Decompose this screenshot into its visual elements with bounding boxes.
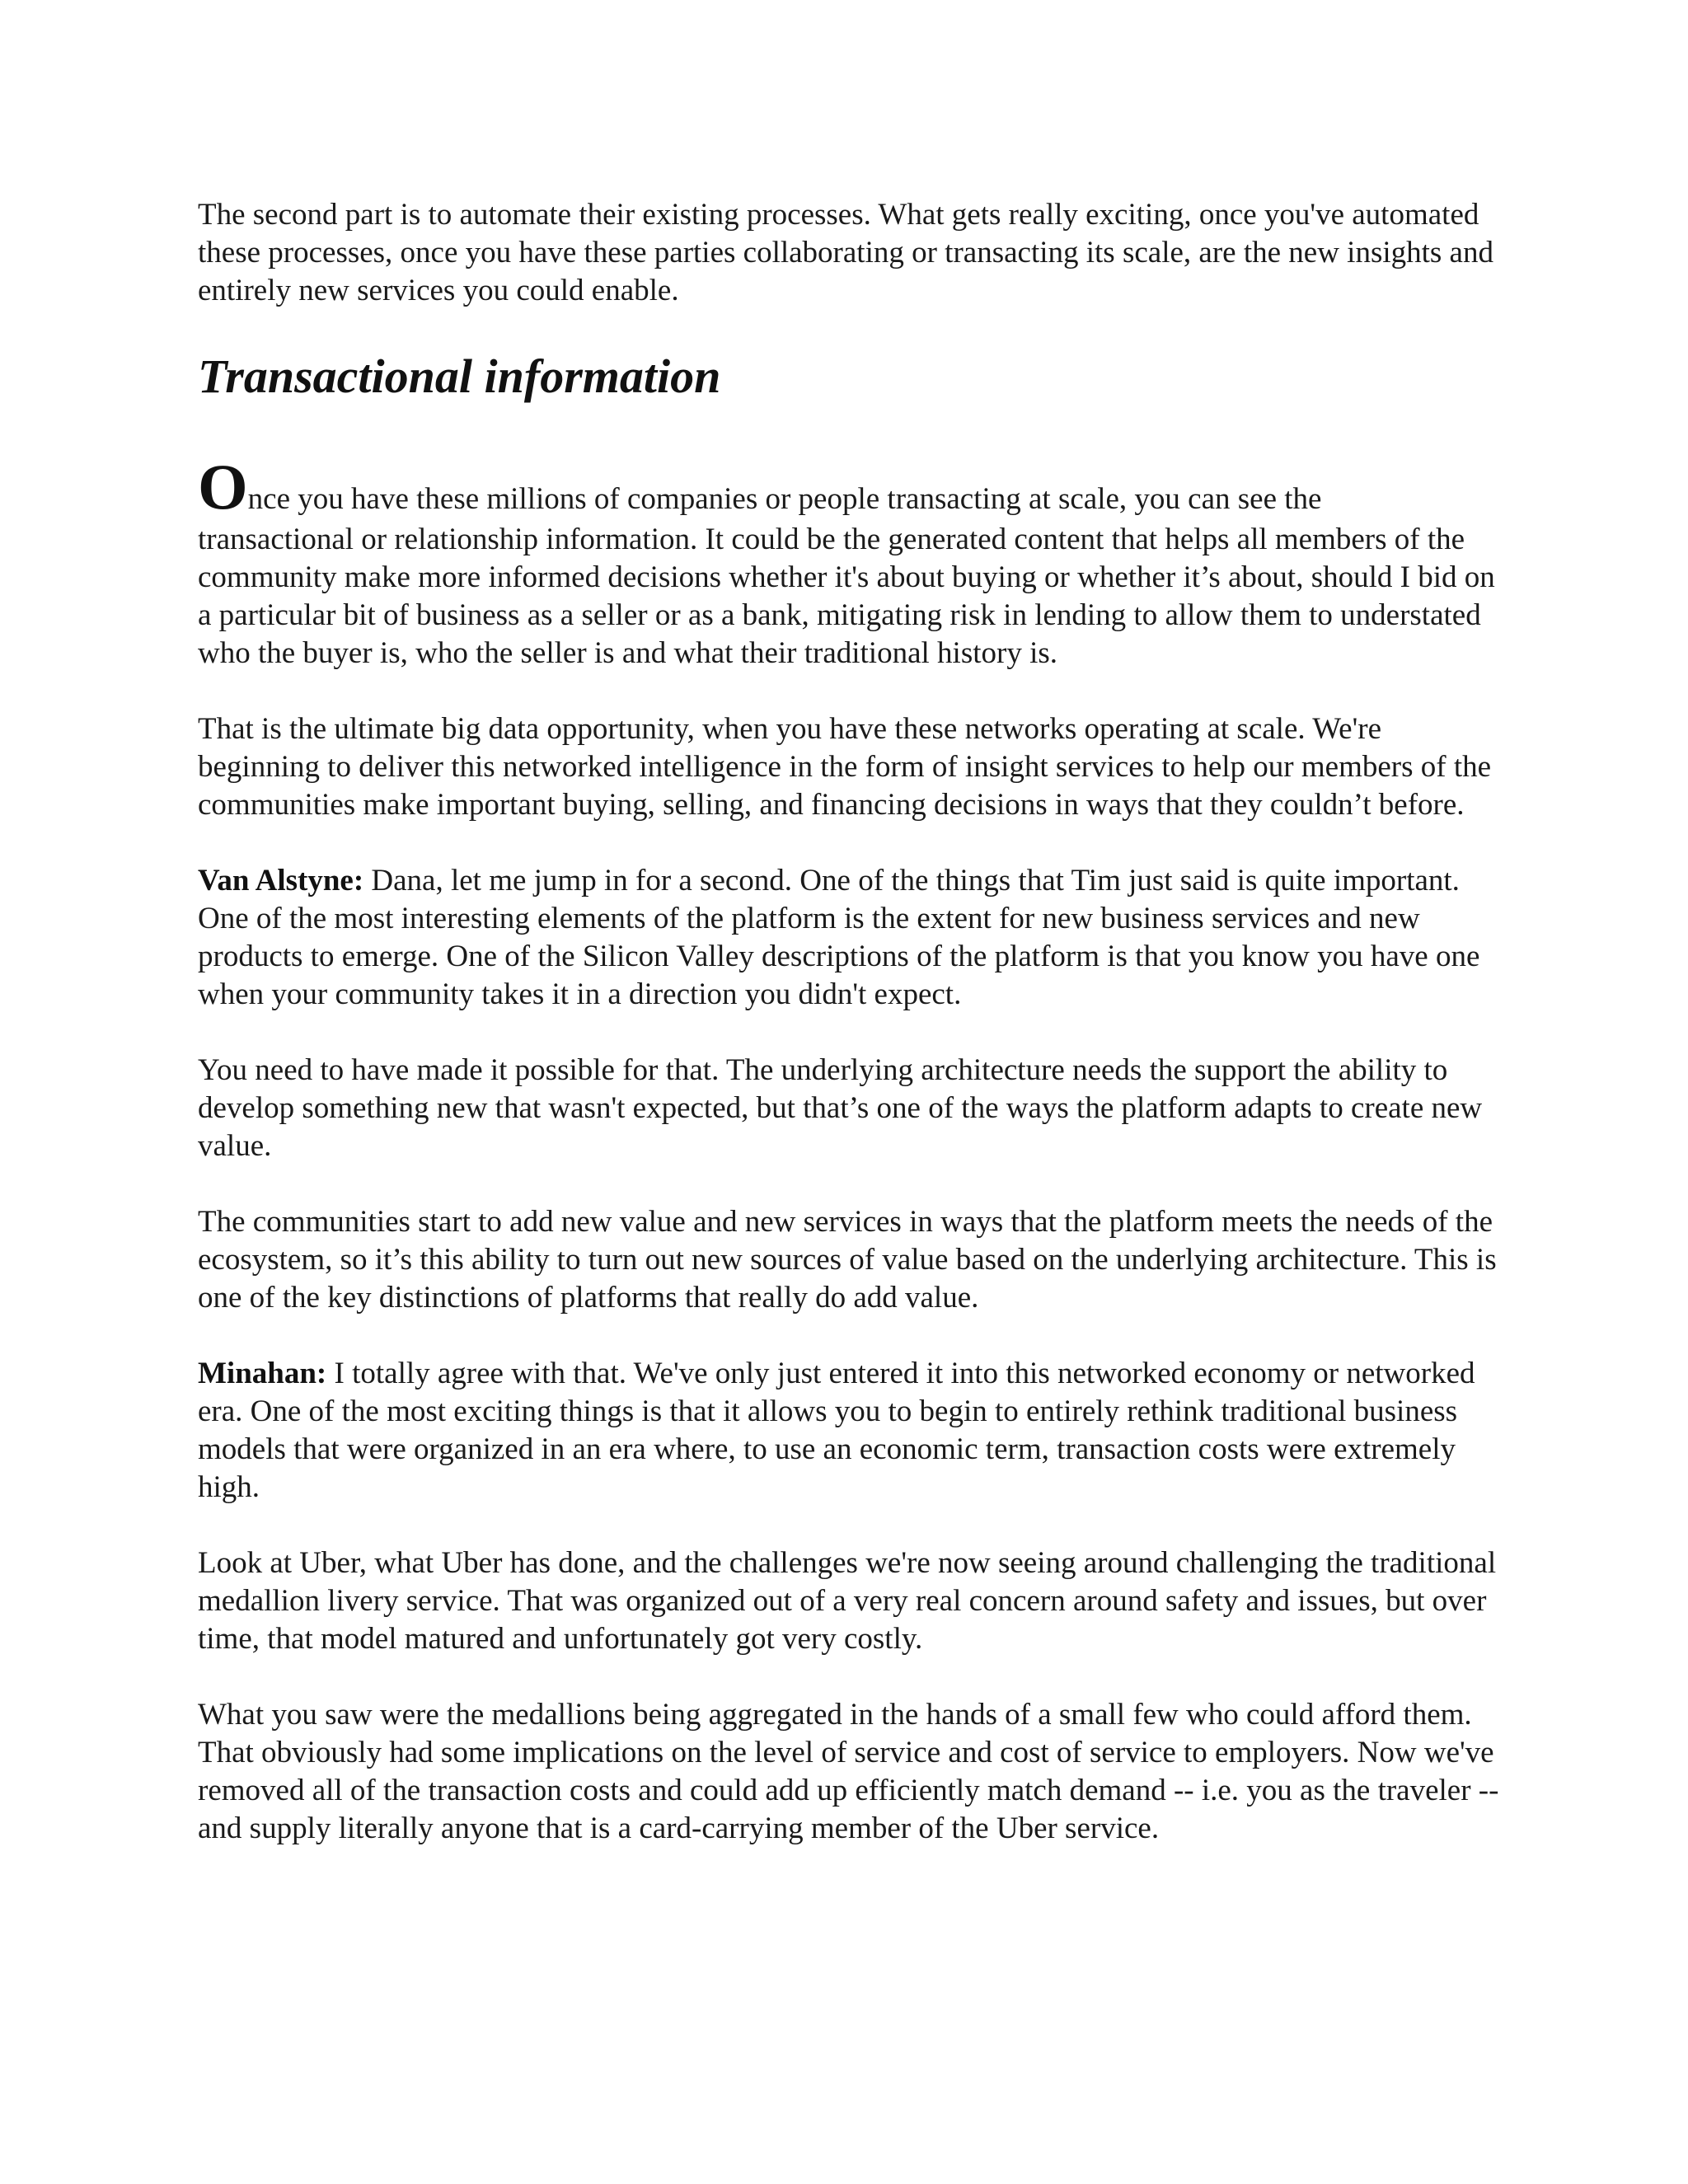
paragraph-uber: Look at Uber, what Uber has done, and the challenges we're now seeing around challenging the traditional medallion livery service. That was organized out of a very real concern around safety and issues, but over time, that model matured and unfortunately got very costly. [198,1546,1497,1656]
dropcap-first-line-text: nce you have these millions of companies or people transacting at scale, you can see the [247,482,1322,516]
paragraph-big-data: That is the ultimate big data opportunity, when you have these networks operating at scale. We're beginning to deliver this networked intelligence in the form of insight services to help our members of the communities make important buying, selling, and financing decisions in ways that they couldn’t before. [198,712,1492,822]
dropcap-first-line [198,451,1500,523]
paragraph-minahan [198,1355,1500,1507]
document-body [198,196,1500,1886]
paragraph-automation: The second part is to automate their existing processes. What gets really exciting, once you've automated these processes, once you have these parties collaborating or transacting its scale, are the new insights and entirely new services you could enable. [198,198,1493,307]
speaker-text-van-alstyne: Dana, let me jump in for a second. One of the things that Tim just said is quite important. One of the most interesting elements of the platform is the extent for new business services and new products to emerge. One of the Silicon Valley descriptions of the platform is that you know you have one when your community takes it in a direction you didn't expect. [198,864,1480,1011]
speaker-text-minahan: I totally agree with that. We've only just entered it into this networked economy or networked era. One of the most exciting things is that it allows you to begin to entirely rethink traditional business models that were organized in an era where, to use an economic term, transaction costs were extremely high. [198,1357,1475,1504]
speaker-name-minahan: Minahan: [198,1357,327,1390]
paragraph-medallions: What you saw were the medallions being aggregated in the hands of a small few who could afford them. That obviously had some implications on the level of service and cost of service to employers. Now we've removed all of the transaction costs and could add up efficiently match demand -- i.e. you as the traveler -- and supply literally anyone that is a card-carrying member of the Uber service. [198,1698,1499,1845]
section-heading: Transactional information [198,349,721,403]
paragraph-van-alstyne [198,862,1500,1014]
paragraph-communities: The communities start to add new value and new services in ways that the platform meets the needs of the ecosystem, so it’s this ability to turn out new sources of value based on the underlying architecture. This is one of the key distinctions of platforms that really do add value. [198,1205,1497,1315]
dropcap-letter: O [198,451,248,523]
dropcap-rest-text: transactional or relationship information. It could be the generated content that helps all members of the community make more informed decisions whether it's about buying or whether it’s about, should I bid on a particular bit of business as a seller or as a bank, mitigating risk in lending to allow them to understated who the buyer is, who the seller is and what their traditional history is. [198,523,1495,670]
paragraph-transactional-info [198,451,1500,673]
speaker-name-van-alstyne: Van Alstyne: [198,864,364,898]
paragraph-architecture: You need to have made it possible for that. The underlying architecture needs the support the ability to develop something new that wasn't expected, but that’s one of the ways the platform adapts to create new value. [198,1053,1483,1163]
